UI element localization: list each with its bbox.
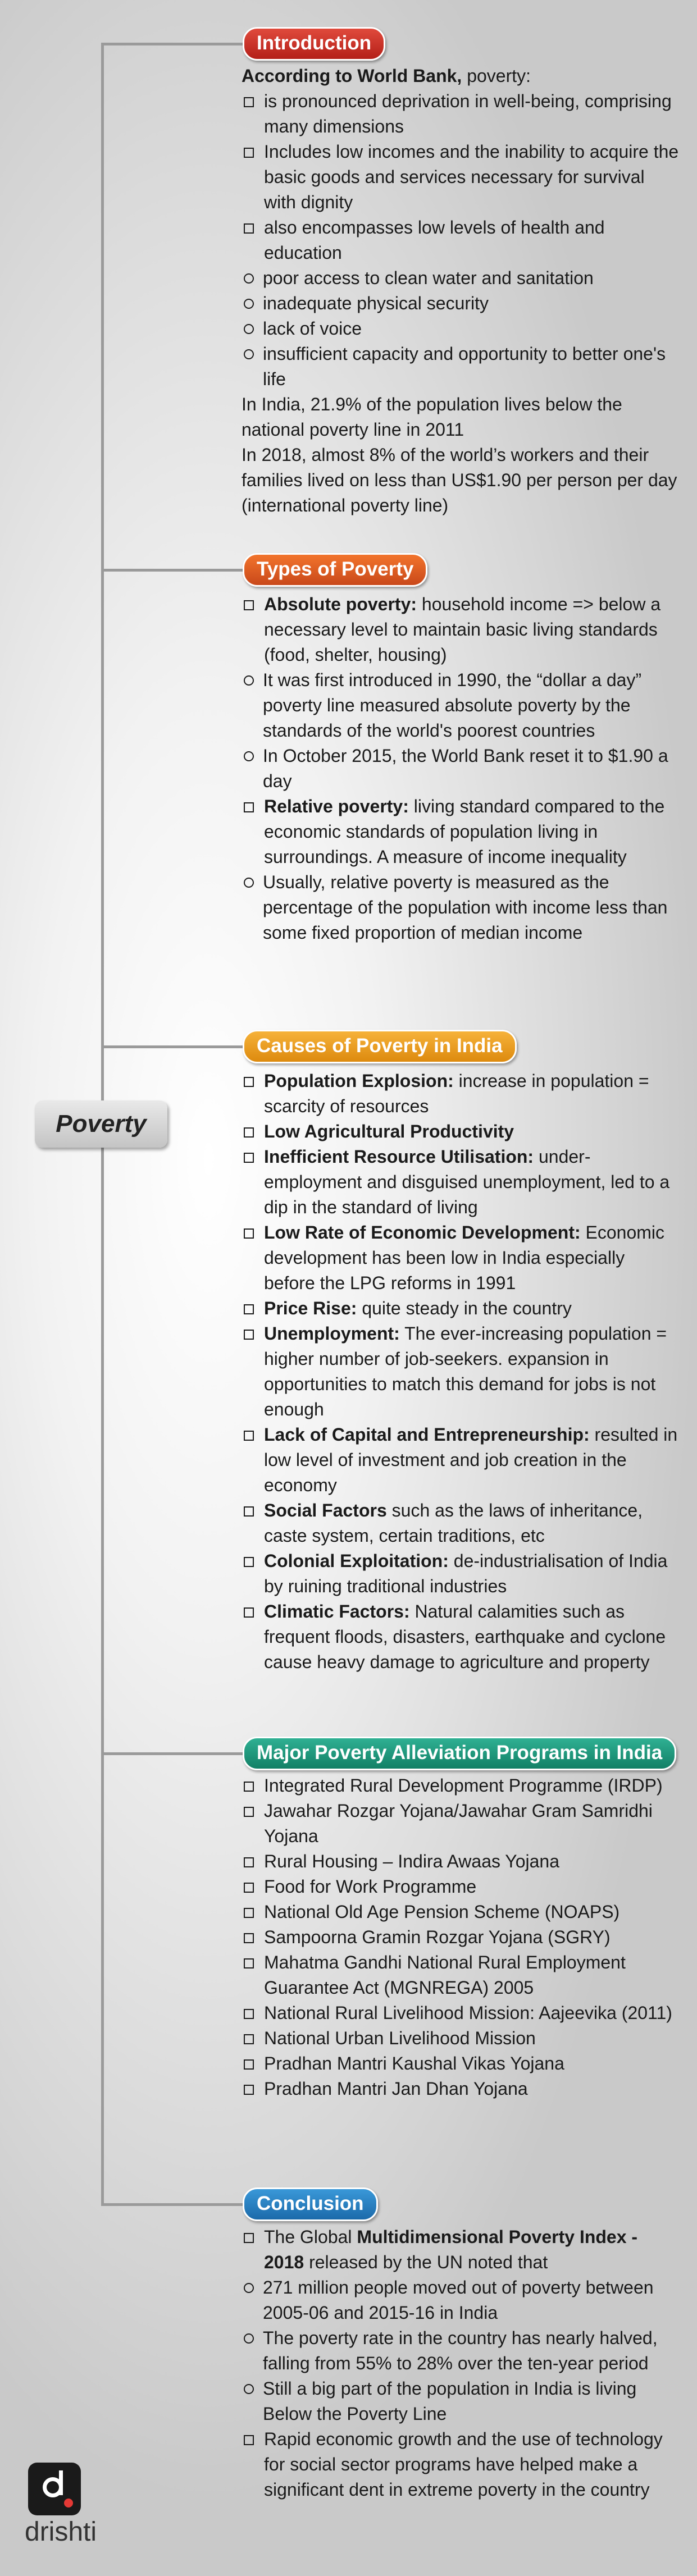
branch-line-introduction: [101, 43, 247, 45]
absolute-poverty-bullet: Absolute poverty: household income => below a necessary level to maintain basic living standards (food, shelter, housing): [242, 592, 680, 668]
relative-poverty-bullet: Relative poverty: living standard compared to the economic standards of population living in surroundings. A measure of income inequality: [242, 794, 680, 870]
causes-heading: Causes of Poverty in India: [243, 1030, 517, 1063]
cause-item: Inefficient Resource Utilisation: under-employment and disguised unemployment, led to a dip in the standard of living: [242, 1144, 680, 1220]
conclusion-sub-bullet: 271 million people moved out of poverty between 2005-06 and 2015-16 in India: [242, 2275, 680, 2326]
cause-item: Colonial Exploitation: de-industrialisation of India by ruining traditional industries: [242, 1549, 680, 1599]
program-item: Pradhan Mantri Kaushal Vikas Yojana: [242, 2051, 680, 2076]
introduction-heading: Introduction: [243, 27, 385, 61]
conclusion-bullet: The Global Multidimensional Poverty Index - 2018 released by the UN noted that: [242, 2225, 680, 2275]
intro-sub-bullet: lack of voice: [242, 316, 680, 341]
intro-sub-bullet: insufficient capacity and opportunity to better one's life: [242, 341, 680, 392]
branch-line-conclusion: [101, 2203, 247, 2206]
programs-heading: Major Poverty Alleviation Programs in India: [243, 1737, 676, 1770]
cause-item: Population Explosion: increase in population = scarcity of resources: [242, 1068, 680, 1119]
intro-lead: According to World Bank, poverty:: [242, 66, 531, 86]
cause-item: Unemployment: The ever-increasing population = higher number of job-seekers. expansion in opportunities to match this demand for jobs is not enough: [242, 1321, 680, 1422]
drishti-logo-icon: [28, 2463, 81, 2515]
conclusion-bullet: Rapid economic growth and the use of technology for social sector programs have helped make a significant dent in extreme poverty in the country: [242, 2427, 680, 2502]
cause-item: Low Agricultural Productivity: [242, 1119, 680, 1144]
branch-line-types: [101, 569, 247, 572]
program-item: Sampoorna Gramin Rozgar Yojana (SGRY): [242, 1925, 680, 1950]
intro-paragraph: In India, 21.9% of the population lives below the national poverty line in 2011: [242, 394, 622, 440]
program-item: Mahatma Gandhi National Rural Employment Guarantee Act (MGNREGA) 2005: [242, 1950, 680, 2000]
program-item: National Urban Livelihood Mission: [242, 2026, 680, 2051]
drishti-logo: [25, 2463, 97, 2547]
intro-bullet: Includes low incomes and the inability to acquire the basic goods and services necessary for survival with dignity: [242, 139, 680, 215]
program-item: Rural Housing – Indira Awaas Yojana: [242, 1849, 680, 1874]
causes-section: [242, 1068, 680, 1675]
cause-item: Low Rate of Economic Development: Economic development has been low in India especially before the LPG reforms in 1991: [242, 1220, 680, 1296]
program-item: Integrated Rural Development Programme (IRDP): [242, 1773, 680, 1798]
types-sub-bullet: It was first introduced in 1990, the “dollar a day” poverty line measured absolute poverty by the standards of the world's poorest countries: [242, 668, 680, 743]
program-item: Food for Work Programme: [242, 1874, 680, 1899]
intro-bullet: also encompasses low levels of health and education: [242, 215, 680, 266]
intro-bullet: is pronounced deprivation in well-being, comprising many dimensions: [242, 89, 680, 139]
branch-line-programs: [101, 1752, 247, 1755]
conclusion-section: [242, 2225, 680, 2502]
cause-item: Social Factors such as the laws of inheritance, caste system, certain traditions, etc: [242, 1498, 680, 1549]
conclusion-sub-bullet: The poverty rate in the country has nearly halved, falling from 55% to 28% over the ten-year period: [242, 2326, 680, 2376]
types-section: [242, 592, 680, 946]
root-node-poverty: Poverty: [35, 1100, 167, 1148]
types-sub-bullet: Usually, relative poverty is measured as the percentage of the population with income less than some fixed proportion of median income: [242, 870, 680, 946]
cause-item: Climatic Factors: Natural calamities such as frequent floods, disasters, earthquake and cyclone cause heavy damage to agriculture and property: [242, 1599, 680, 1675]
introduction-section: [242, 63, 680, 518]
programs-section: [242, 1773, 680, 2102]
program-item: National Rural Livelihood Mission: Aajeevika (2011): [242, 2000, 680, 2026]
program-item: Pradhan Mantri Jan Dhan Yojana: [242, 2076, 680, 2102]
conclusion-heading: Conclusion: [243, 2187, 378, 2221]
cause-item: Price Rise: quite steady in the country: [242, 1296, 680, 1321]
program-item: National Old Age Pension Scheme (NOAPS): [242, 1899, 680, 1925]
types-sub-bullet: In October 2015, the World Bank reset it to $1.90 a day: [242, 743, 680, 794]
types-heading: Types of Poverty: [243, 553, 427, 587]
cause-item: Lack of Capital and Entrepreneurship: resulted in low level of investment and job creation in the economy: [242, 1422, 680, 1498]
intro-paragraph: In 2018, almost 8% of the world’s workers and their families lived on less than US$1.90 per person per day (international poverty line): [242, 445, 677, 515]
drishti-logo-text: drishti: [25, 2517, 97, 2547]
intro-sub-bullet: poor access to clean water and sanitation: [242, 266, 680, 291]
branch-line-causes: [101, 1045, 247, 1048]
intro-sub-bullet: inadequate physical security: [242, 291, 680, 316]
conclusion-sub-bullet: Still a big part of the population in India is living Below the Poverty Line: [242, 2376, 680, 2427]
program-item: Jawahar Rozgar Yojana/Jawahar Gram Samridhi Yojana: [242, 1798, 680, 1849]
